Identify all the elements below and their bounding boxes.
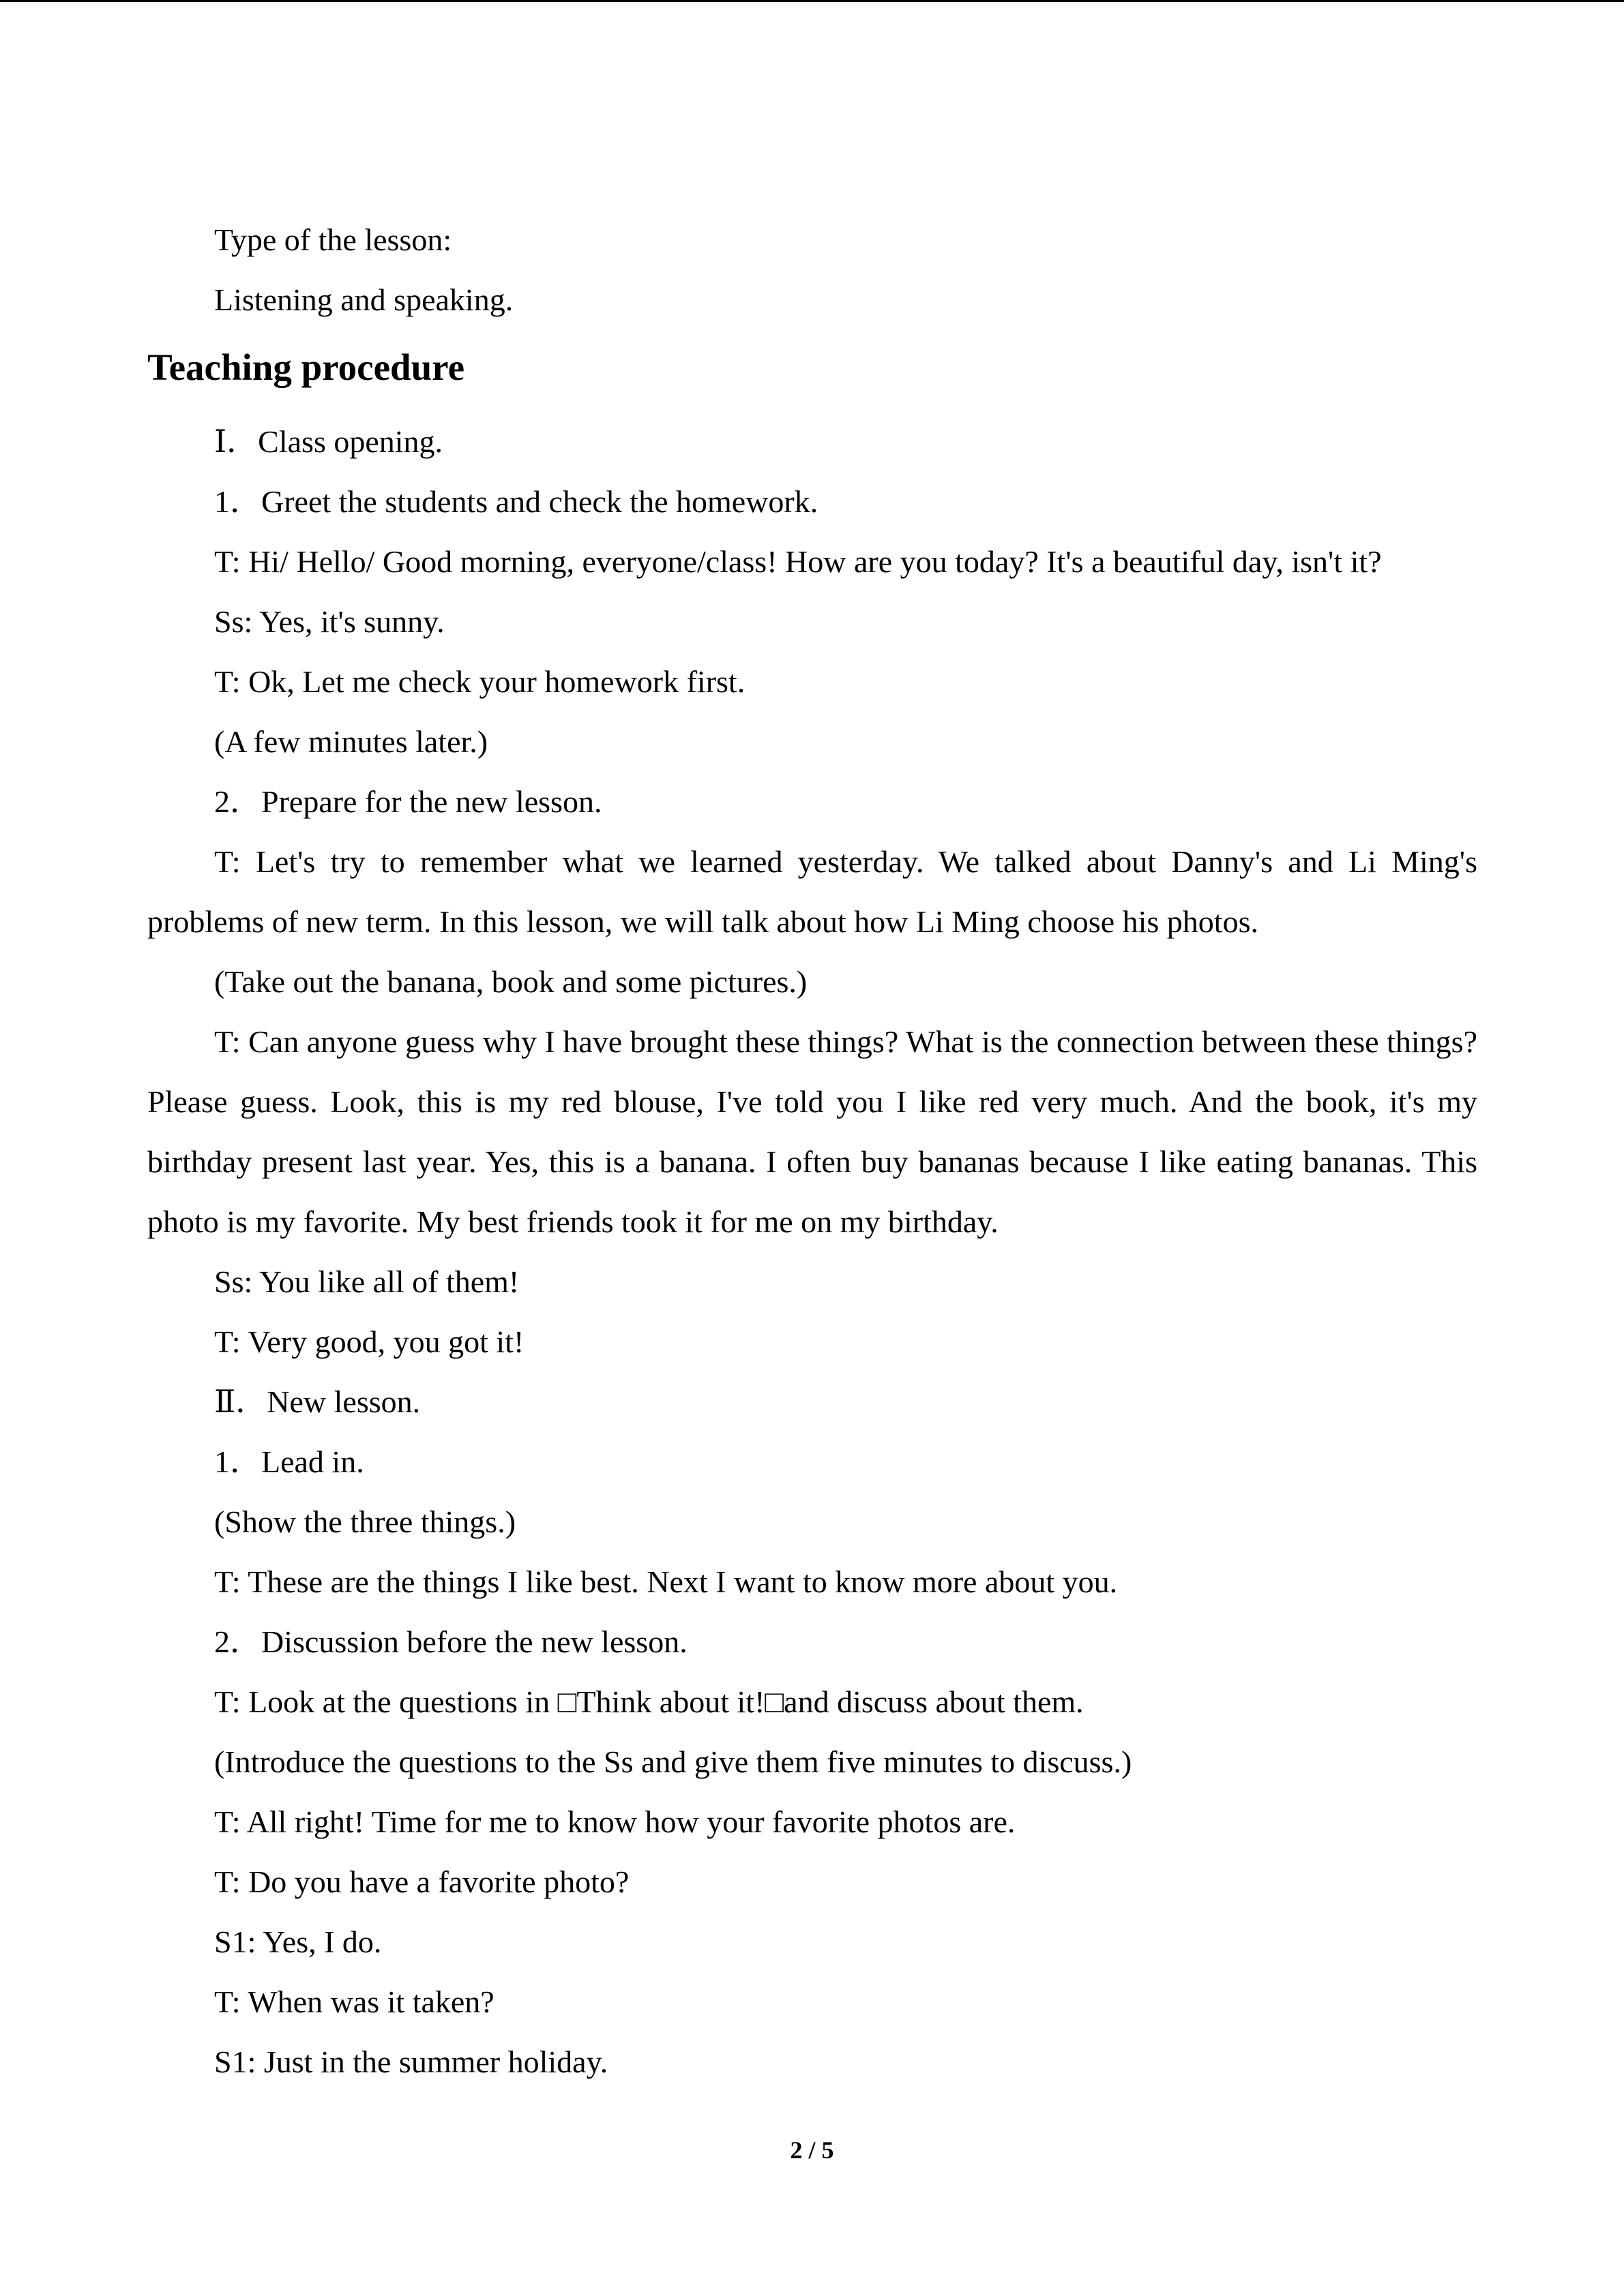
lesson-type-label: Type of the lesson: [214,222,452,257]
dialogue-line: Ss: You like all of them! [214,1264,520,1299]
dialogue-line: T: Very good, you got it! [214,1324,525,1359]
stage-direction: (A few minutes later.) [214,724,488,759]
dialogue-line: T: Do you have a favorite photo? [214,1864,630,1899]
dialogue-line: T: Let's try to remember what we learned yesterday. We talked about Danny's and Li Ming's problems of new term. In this lesson, we will talk about how Li Ming choose his photos. [147,844,1486,939]
document-body [147,210,1486,2092]
step-greet-students: 1．Greet the students and check the homework. [214,484,818,519]
stage-direction: (Take out the banana, book and some pictures.) [214,964,808,999]
top-border-line [0,0,1624,2]
dialogue-line: T: Can anyone guess why I have brought these things? What is the connection between these things? Please guess. Look, this is my red blouse, I've told you I like red very much. And the book, it's my birthday present last year. Yes, this is a banana. I often buy bananas because I like eating bananas. This photo is my favorite. My best friends took it for me on my birthday. [147,1024,1486,1239]
dialogue-line: T: All right! Time for me to know how your favorite photos are. [214,1804,1016,1839]
dialogue-line: S1: Just in the summer holiday. [214,2044,608,2079]
dialogue-line: T: When was it taken? [214,1984,494,2019]
step-lead-in: 1．Lead in. [214,1444,364,1479]
page-number: 2 / 5 [790,2136,834,2164]
step-discussion: 2．Discussion before the new lesson. [214,1624,688,1659]
section-title-new-lesson: Ⅱ．New lesson. [214,1384,421,1419]
stage-direction: (Show the three things.) [214,1504,516,1539]
section-title-class-opening: Ⅰ．Class opening. [214,424,443,459]
dialogue-line: T: Hi/ Hello/ Good morning, everyone/class! How are you today? It's a beautiful day, isn't it? [214,544,1382,579]
step-prepare-new-lesson: 2．Prepare for the new lesson. [214,784,602,819]
lesson-type-value: Listening and speaking. [214,282,514,317]
dialogue-line: T: These are the things I like best. Next I want to know more about you. [214,1564,1118,1599]
dialogue-line: T: Look at the questions in □Think about it!□and discuss about them. [214,1684,1084,1719]
stage-direction: (Introduce the questions to the Ss and give them five minutes to discuss.) [214,1744,1132,1779]
section-heading-teaching-procedure: Teaching procedure [147,346,465,388]
dialogue-line: T: Ok, Let me check your homework first. [214,664,745,699]
dialogue-line: Ss: Yes, it's sunny. [214,604,445,639]
dialogue-line: S1: Yes, I do. [214,1924,382,1959]
